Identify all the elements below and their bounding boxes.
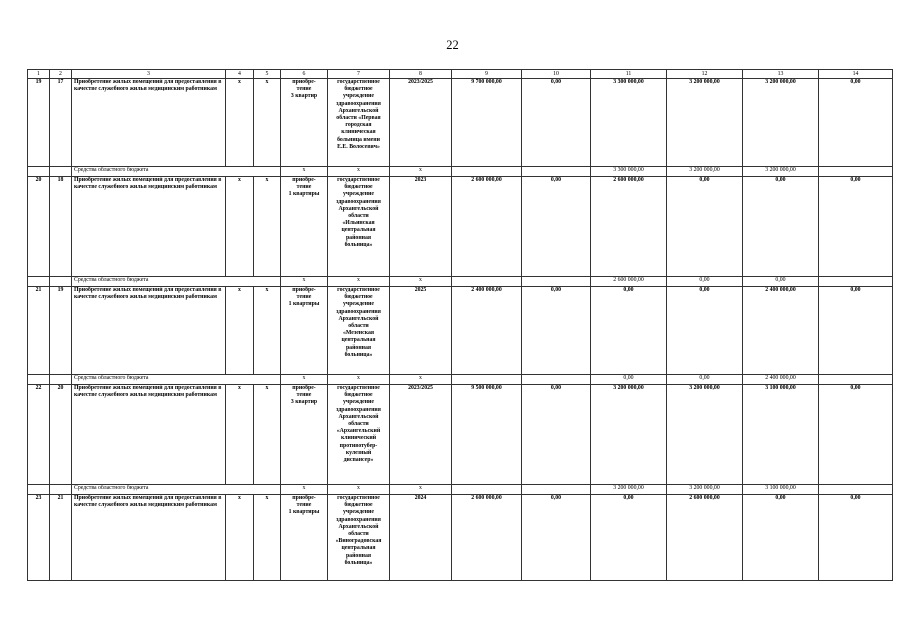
item-number: 20 (50, 385, 72, 485)
table-row (28, 385, 893, 485)
header-row (28, 70, 893, 79)
item-name: Приобретение жилых помещений для предоставления в качестве служебного жилья медицинским работникам (72, 79, 226, 167)
cell-c5: х (254, 79, 281, 167)
header-cell-3: 3 (72, 70, 226, 79)
cell-c10: 0,00 (522, 79, 591, 167)
item-number: 18 (50, 177, 72, 277)
cell-c14: 0,00 (819, 287, 893, 375)
table-row (28, 495, 893, 581)
cell-c4: х (226, 177, 254, 277)
sub-cell-c10 (522, 277, 591, 287)
cell-c11: 0,00 (591, 287, 667, 375)
header-cell-8: 8 (390, 70, 452, 79)
sub-cell-c10 (522, 167, 591, 177)
header-cell-5: 5 (254, 70, 281, 79)
item-name: Приобретение жилых помещений для предоставления в качестве служебного жилья медицинским работникам (72, 177, 226, 277)
cell-c4: х (226, 287, 254, 375)
header-cell-1: 1 (28, 70, 50, 79)
cell-c1 (28, 167, 50, 177)
row-number: 20 (28, 177, 50, 277)
cell-c14: 0,00 (819, 385, 893, 485)
header-cell-12: 12 (667, 70, 743, 79)
sub-cell-c7: х (328, 167, 390, 177)
cell-c11: 3 200 000,00 (591, 385, 667, 485)
item-name: Приобретение жилых помещений для предоставления в качестве служебного жилья медицинским работникам (72, 495, 226, 581)
cell-c11: 2 600 000,00 (591, 177, 667, 277)
cell-c12: 2 600 000,00 (667, 495, 743, 581)
cell-c9: 9 700 000,00 (452, 79, 522, 167)
item-name: Приобретение жилых помещений для предоставления в качестве служебного жилья медицинским работникам (72, 287, 226, 375)
cell-c14: 0,00 (819, 495, 893, 581)
cell-c7: государственное бюджетное учреждение здравоохранения Архангельской области «Виноградовская центральная районная больница» (328, 495, 390, 581)
funding-source-row (28, 485, 893, 495)
cell-c9: 9 500 000,00 (452, 385, 522, 485)
sub-cell-c9 (452, 485, 522, 495)
cell-c6: приобре- тение 1 квартиры (281, 287, 328, 375)
sub-cell-c11: 3 200 000,00 (591, 485, 667, 495)
table-row (28, 177, 893, 277)
sub-cell-c13: 3 100 000,00 (743, 485, 819, 495)
cell-c12: 0,00 (667, 177, 743, 277)
sub-cell-c8: х (390, 485, 452, 495)
funding-source-row (28, 277, 893, 287)
sub-cell-c11: 0,00 (591, 375, 667, 385)
header-cell-4: 4 (226, 70, 254, 79)
cell-c2 (50, 485, 72, 495)
cell-c11: 0,00 (591, 495, 667, 581)
funding-source-name: Средства областного бюджета (72, 375, 281, 385)
cell-c12: 3 200 000,00 (667, 79, 743, 167)
cell-c11: 3 300 000,00 (591, 79, 667, 167)
cell-c6: приобре- тение 1 квартиры (281, 177, 328, 277)
cell-c5: х (254, 287, 281, 375)
cell-c6: приобре- тение 1 квартиры (281, 495, 328, 581)
sub-cell-c14 (819, 375, 893, 385)
table-row (28, 287, 893, 375)
sub-cell-c6: х (281, 277, 328, 287)
header-cell-14: 14 (819, 70, 893, 79)
item-number: 21 (50, 495, 72, 581)
funding-source-name: Средства областного бюджета (72, 167, 281, 177)
cell-c10: 0,00 (522, 385, 591, 485)
header-cell-2: 2 (50, 70, 72, 79)
cell-c1 (28, 485, 50, 495)
header-cell-9: 9 (452, 70, 522, 79)
item-number: 17 (50, 79, 72, 167)
cell-c7: государственное бюджетное учреждение здравоохранения Архангельской области «Мезенская центральная районная больница» (328, 287, 390, 375)
cell-c1 (28, 375, 50, 385)
sub-cell-c10 (522, 485, 591, 495)
funding-source-row (28, 167, 893, 177)
row-number: 23 (28, 495, 50, 581)
header-cell-13: 13 (743, 70, 819, 79)
cell-c13: 0,00 (743, 177, 819, 277)
cell-c13: 2 400 000,00 (743, 287, 819, 375)
sub-cell-c6: х (281, 375, 328, 385)
cell-c9: 2 400 000,00 (452, 287, 522, 375)
cell-c7: государственное бюджетное учреждение здравоохранения Архангельской области «Ильинская центральная районная больница» (328, 177, 390, 277)
cell-c12: 3 200 000,00 (667, 385, 743, 485)
cell-c13: 0,00 (743, 495, 819, 581)
header-cell-10: 10 (522, 70, 591, 79)
header-cell-11: 11 (591, 70, 667, 79)
cell-c4: х (226, 385, 254, 485)
cell-c14: 0,00 (819, 177, 893, 277)
funding-source-name: Средства областного бюджета (72, 485, 281, 495)
cell-c8: 2023/2025 (390, 385, 452, 485)
row-number: 21 (28, 287, 50, 375)
cell-c5: х (254, 177, 281, 277)
cell-c5: х (254, 495, 281, 581)
sub-cell-c10 (522, 375, 591, 385)
sub-cell-c9 (452, 167, 522, 177)
row-number: 22 (28, 385, 50, 485)
item-name: Приобретение жилых помещений для предоставления в качестве служебного жилья медицинским работникам (72, 385, 226, 485)
sub-cell-c6: х (281, 485, 328, 495)
sub-cell-c13: 2 400 000,00 (743, 375, 819, 385)
sub-cell-c7: х (328, 485, 390, 495)
cell-c8: 2023/2025 (390, 79, 452, 167)
sub-cell-c11: 2 600 000,00 (591, 277, 667, 287)
page-number: 22 (446, 38, 459, 52)
cell-c2 (50, 167, 72, 177)
sub-cell-c8: х (390, 375, 452, 385)
cell-c9: 2 600 000,00 (452, 177, 522, 277)
sub-cell-c9 (452, 277, 522, 287)
cell-c1 (28, 277, 50, 287)
cell-c13: 3 100 000,00 (743, 385, 819, 485)
cell-c10: 0,00 (522, 287, 591, 375)
sub-cell-c12: 0,00 (667, 375, 743, 385)
sub-cell-c7: х (328, 375, 390, 385)
cell-c12: 0,00 (667, 287, 743, 375)
cell-c8: 2023 (390, 177, 452, 277)
sub-cell-c12: 0,00 (667, 277, 743, 287)
cell-c8: 2024 (390, 495, 452, 581)
cell-c7: государственное бюджетное учреждение здравоохранения Архангельской области «Архангельский клинический противотубер- кулезный диспансер» (328, 385, 390, 485)
cell-c2 (50, 277, 72, 287)
sub-cell-c11: 3 300 000,00 (591, 167, 667, 177)
sub-cell-c14 (819, 485, 893, 495)
cell-c7: государственное бюджетное учреждение здравоохранения Архангельской области «Первая городская клиническая больница имени Е.Е. Волосевич» (328, 79, 390, 167)
cell-c2 (50, 375, 72, 385)
cell-c14: 0,00 (819, 79, 893, 167)
header-cell-7: 7 (328, 70, 390, 79)
funding-source-name: Средства областного бюджета (72, 277, 281, 287)
cell-c10: 0,00 (522, 495, 591, 581)
cell-c9: 2 600 000,00 (452, 495, 522, 581)
sub-cell-c14 (819, 167, 893, 177)
sub-cell-c9 (452, 375, 522, 385)
sub-cell-c13: 0,00 (743, 277, 819, 287)
sub-cell-c8: х (390, 167, 452, 177)
cell-c4: х (226, 495, 254, 581)
sub-cell-c12: 3 200 000,00 (667, 485, 743, 495)
sub-cell-c6: х (281, 167, 328, 177)
sub-cell-c13: 3 200 000,00 (743, 167, 819, 177)
header-cell-6: 6 (281, 70, 328, 79)
cell-c8: 2025 (390, 287, 452, 375)
cell-c10: 0,00 (522, 177, 591, 277)
sub-cell-c8: х (390, 277, 452, 287)
cell-c4: х (226, 79, 254, 167)
funding-source-row (28, 375, 893, 385)
cell-c5: х (254, 385, 281, 485)
item-number: 19 (50, 287, 72, 375)
cell-c6: приобре- тение 3 квартир (281, 79, 328, 167)
table-row (28, 79, 893, 167)
sub-cell-c12: 3 200 000,00 (667, 167, 743, 177)
sub-cell-c14 (819, 277, 893, 287)
row-number: 19 (28, 79, 50, 167)
cell-c13: 3 200 000,00 (743, 79, 819, 167)
cell-c6: приобре- тение 3 квартир (281, 385, 328, 485)
sub-cell-c7: х (328, 277, 390, 287)
budget-table (27, 69, 893, 581)
